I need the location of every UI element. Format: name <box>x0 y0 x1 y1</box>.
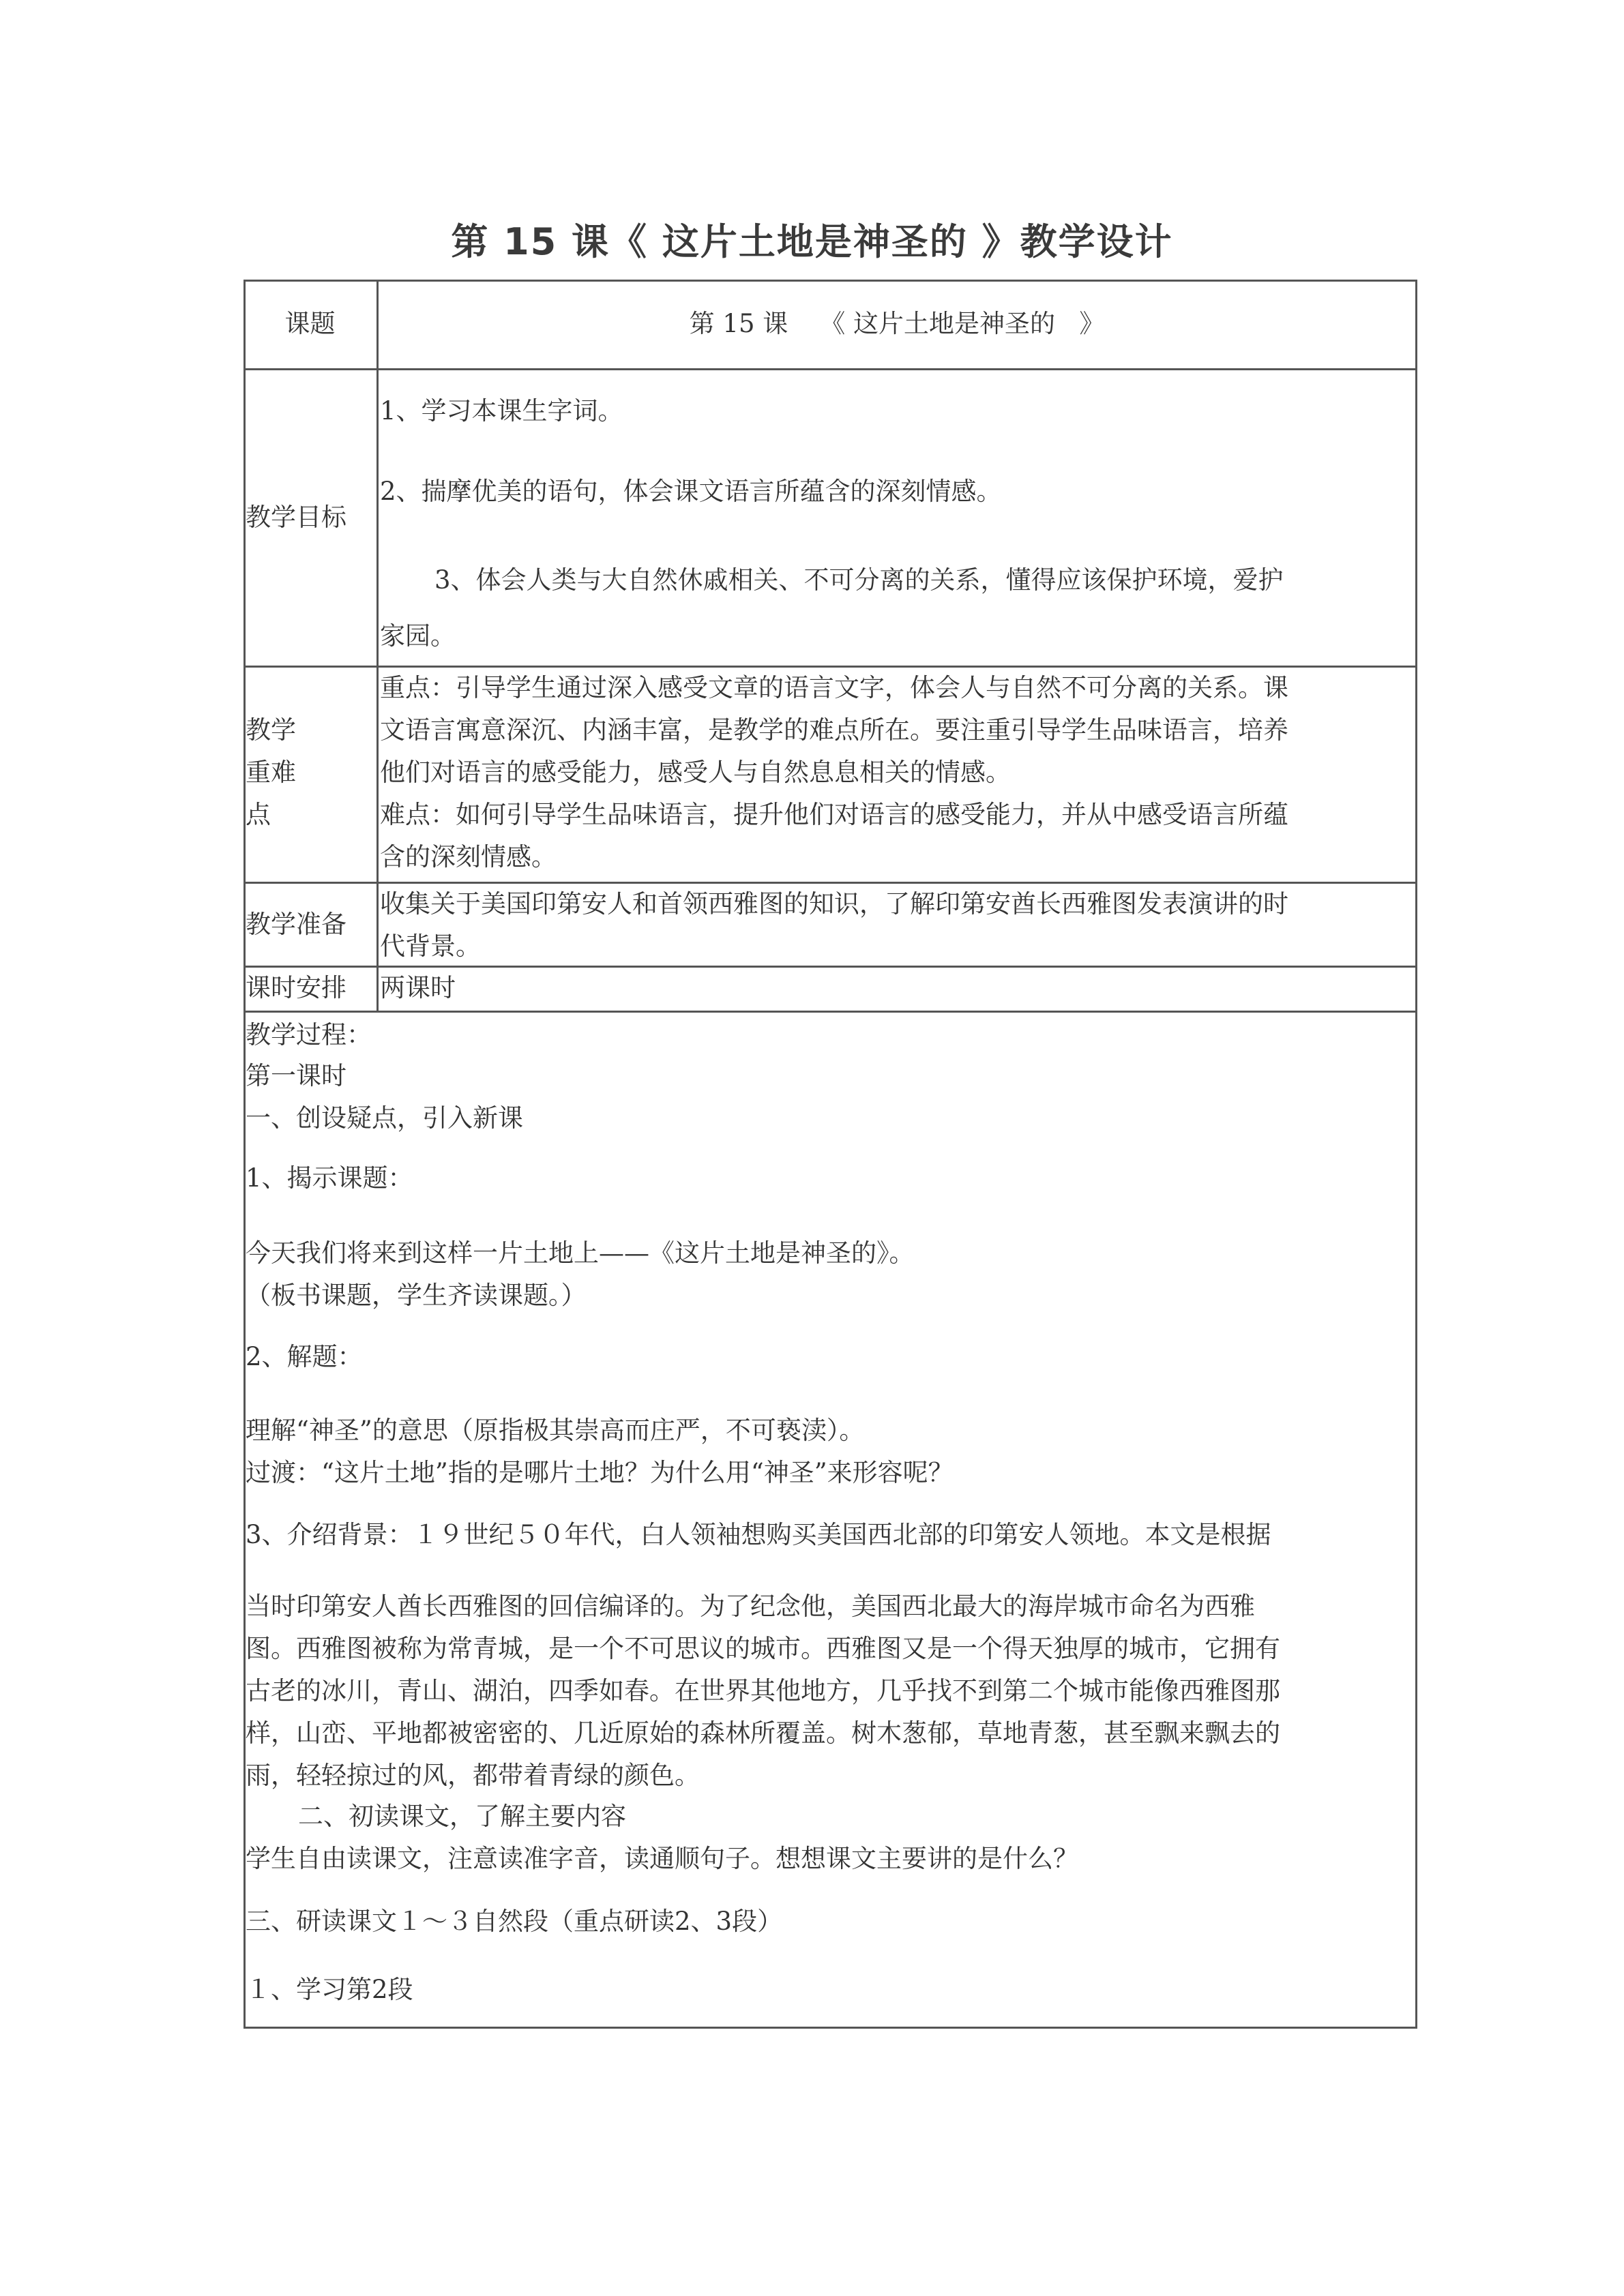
process-line: 第一课时 <box>246 1061 346 1090</box>
column-divider <box>377 280 379 1013</box>
page-title: 第 15 课《 这片土地是神圣的 》教学设计 <box>451 220 1173 263</box>
table-border-top <box>243 280 1417 282</box>
prep-line: 收集关于美国印第安人和首领西雅图的知识，了解印第安酋长西雅图发表演讲的时 <box>380 889 1288 919</box>
prep-content <box>380 883 1413 968</box>
keypoints-line: 重点：引导学生通过深入感受文章的语言文字，体会人与自然不可分离的关系。课 <box>380 673 1288 702</box>
goal-item: 2、揣摩优美的语句，体会课文语言所蕴含的深刻情感。 <box>380 477 1002 506</box>
keypoints-line: 含的深刻情感。 <box>380 842 557 871</box>
process-line: 教学过程： <box>246 1020 372 1049</box>
process-line: 当时印第安人酋长西雅图的回信编译的。为了纪念他，美国西北最大的海岸城市命名为西雅 <box>246 1592 1255 1621</box>
row-divider <box>243 1011 1417 1013</box>
process-line: 样，山峦、平地都被密密的、几近原始的森林所覆盖。树木葱郁，草地青葱，甚至飘来飘去的 <box>246 1718 1280 1748</box>
process-line: 1、揭示课题： <box>246 1163 413 1193</box>
process-line: １、学习第2段 <box>246 1975 413 2004</box>
goals-label: 教学目标 <box>246 503 346 532</box>
keypoints-content <box>380 667 1413 878</box>
process-line: 学生自由读课文，注意读准字音，读通顺句子。想想课文主要讲的是什么？ <box>246 1844 1078 1873</box>
keypoints-label-line: 教学 <box>246 715 296 745</box>
process-line: 过渡：“这片土地”指的是哪片土地？为什么用“神圣”来形容呢？ <box>246 1458 954 1487</box>
keypoints-label-line: 重难 <box>246 758 296 787</box>
prep-label: 教学准备 <box>246 910 346 939</box>
process-line: 2、解题： <box>246 1342 363 1371</box>
table-border-bottom <box>243 2027 1417 2029</box>
process-line: 二、初读课文，了解主要内容 <box>298 1802 626 1831</box>
keypoints-line: 难点：如何引导学生品味语言，提升他们对语言的感受能力，并从中感受语言所蕴 <box>380 800 1288 829</box>
goal-item: 3、体会人类与大自然休戚相关、不可分离的关系，懂得应该保护环境，爱护 <box>434 565 1284 595</box>
keypoints-label <box>246 709 296 836</box>
keypoints-line: 他们对语言的感受能力，感受人与自然息息相关的情感。 <box>380 758 1011 787</box>
process-line: 今天我们将来到这样一片土地上——《这片土地是神圣的》。 <box>246 1238 915 1268</box>
process-line: 雨，轻轻掠过的风，都带着青绿的颜色。 <box>246 1761 700 1790</box>
keypoints-line: 文语言寓意深沉、内涵丰富，是教学的难点所在。要注重引导学生品味语言，培养 <box>380 715 1288 745</box>
process-line: 理解“神圣”的意思（原指极其崇高而庄严，不可亵渎）。 <box>246 1416 865 1445</box>
process-line: 图。西雅图被称为常青城，是一个不可思议的城市。西雅图又是一个得天独厚的城市，它拥有 <box>246 1634 1280 1663</box>
process-line: （板书课题，学生齐读课题。） <box>246 1281 587 1310</box>
keypoints-label-line: 点 <box>246 800 271 829</box>
table-border-right <box>1415 280 1417 2029</box>
process-line: 一、创设疑点，引入新课 <box>246 1103 523 1133</box>
process-line: 古老的冰川，青山、湖泊，四季如春。在世界其他地方，几乎找不到第二个城市能像西雅图那 <box>246 1676 1280 1705</box>
schedule-value: 两课时 <box>380 973 456 1002</box>
topic-label: 课题 <box>284 309 336 338</box>
process-line: 三、研读课文１～３自然段（重点研读2、3段） <box>246 1907 783 1936</box>
schedule-label: 课时安排 <box>246 973 346 1002</box>
prep-line: 代背景。 <box>380 931 481 961</box>
topic-value: 第 15 课 《 这片土地是神圣的 》 <box>689 309 1105 338</box>
process-line: 3、介绍背景：１９世纪５０年代，白人领袖想购买美国西北部的印第安人领地。本文是根据 <box>246 1520 1271 1549</box>
goal-item: 1、学习本课生字词。 <box>380 396 623 426</box>
goal-item: 家园。 <box>380 621 456 651</box>
row-divider <box>243 368 1417 370</box>
